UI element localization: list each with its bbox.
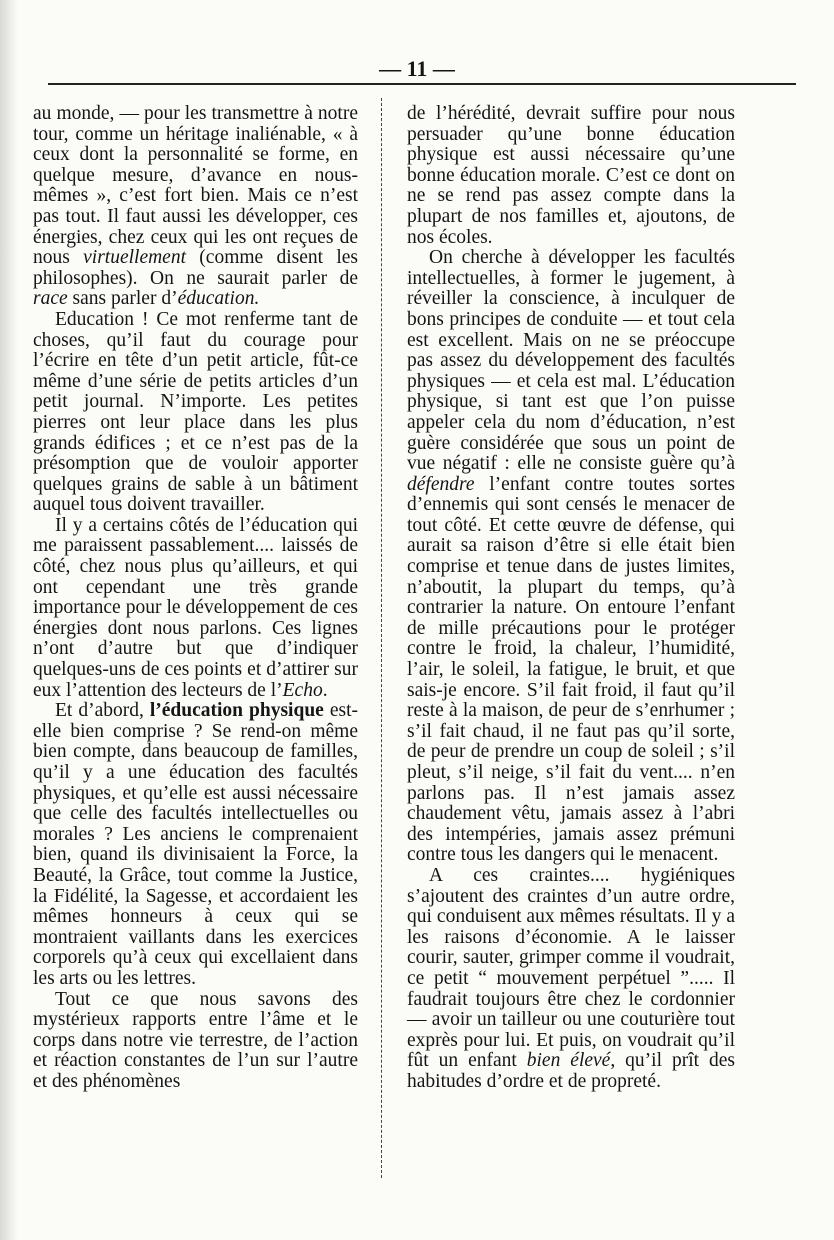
text-run: (comme disent les philosophes). On ne saurait parler de — [33, 247, 358, 289]
text-run: . — [322, 679, 328, 701]
text-run: de l’hérédité, devrait suffire pour nous persuader qu’une bonne éducation physique est aussi nécessaire qu’une bonne éducation morale. C’est ce dont on ne se rend pas assez compte dans la plupart de nos familles et, ajoutons, de nos écoles. — [407, 103, 735, 248]
text-run: Il y a certains côtés de l’éducation qui me paraissent passablement.... laissés de côté, chez nous plus qu’ailleurs, et qui ont cependant une très grande importance pour le développement de ces énergies dont nous parlons. Ces lignes n’ont d’autre but que d’indiquer quelques-uns de ces points et d’attirer sur eux l’attention des lecteurs de l’ — [33, 514, 358, 701]
page-number: — 11 — — [379, 56, 455, 81]
text-em: éducation. — [177, 288, 260, 310]
text-run: au monde, — pour les transmettre à notre tour, comme un héritage inaliénable, « à ceux dont la personnalité se forme, en quelque mesure, d’avance en nous-mêmes », c’est fort bien. Mais ce n’est pas tout. Il faut aussi les développer, ces énergies, chez ceux qui les ont reçues de nous — [33, 103, 358, 269]
text-run: sans parler d’ — [67, 288, 178, 310]
text-em: défendre — [407, 473, 475, 495]
text-strong: l’éducation physique — [149, 700, 324, 722]
page-edge-shadow — [0, 0, 18, 1240]
text-em: bien élevé — [526, 1050, 611, 1072]
paragraph — [407, 866, 735, 1093]
paragraph — [33, 990, 358, 1093]
text-run: Education ! Ce mot renferme tant de choses, qu’il faut du courage pour l’écrire en tête d’un petit article, fût-ce même d’une série de petits articles d’un petit journal. N’importe. Les petites pierres ont leur place dans les plus grands édifices ; et ce n’est pas de la présomption que de vouloir apporter quelques grains de sable à un bâtiment auquel tous doivent travailler. — [33, 308, 358, 516]
right-column — [407, 104, 735, 1093]
text-run: On cherche à développer les facultés intellectuelles, à former le jugement, à réveiller la conscience, à inculquer de bons principes de conduite — et tout cela est excellent. Mais on ne se préoccupe pas assez du développement des facultés physiques — et cela est mal. L’éducation physique, si tant est que l’on puisse appeler cela du nom d’éducation, n’est guère considérée que sous un point de vue négatif : elle ne consiste guère qu’à — [407, 247, 735, 475]
column-divider — [381, 98, 382, 1178]
text-run: Tout ce que nous savons des mystérieux rapports entre l’âme et le corps dans notre vie terrestre, de l’action et réaction constantes de l’un sur l’autre et des phénomènes — [33, 988, 358, 1092]
text-em: race — [33, 288, 68, 310]
paragraph — [33, 104, 358, 310]
paragraph — [407, 104, 735, 248]
text-run: Et d’abord, — [55, 700, 150, 722]
paragraph — [407, 248, 735, 866]
paragraph — [33, 701, 358, 989]
text-run: A ces craintes.... hygiéniques s’ajoutent des craintes d’un autre ordre, qui conduisent aux mêmes résultats. Il y a les raisons d’économie. A le laisser courir, sauter, grimper comme il voudrait, ce petit “ mouvement perpétuel ”..... Il faudrait toujours être chez le cordonnier — avoir un tailleur ou une couturière tout exprès pour lui. Et puis, on voudrait qu’il fût un enfant — [407, 864, 735, 1072]
text-em: virtuellement — [83, 247, 187, 269]
paragraph — [33, 516, 358, 701]
text-em: Echo — [282, 679, 323, 701]
header-rule — [48, 83, 796, 85]
text-run: l’enfant contre toutes sortes d’ennemis qui sont censés le menacer de tout côté. Et cette œuvre de défense, qui aurait sa raison d’être si elle était bien comprise et tenue dans de justes limites, n’aboutit, la plupart du temps, qu’à contrarier la nature. On entoure l’enfant de mille précautions pour le protéger contre le froid, la chaleur, l’humidité, l’air, le soleil, la fatigue, le bruit, et que sais-je encore. S’il fait froid, il faut qu’il reste à la maison, de peur de s’enrhumer ; s’il fait chaud, il ne faut pas qu’il sorte, de peur de prendre un coup de soleil ; s’il pleut, s’il neige, s’il fait du vent.... n’en parlons pas. Il n’est jamais assez chaudement vêtu, jamais assez à l’abri des intempéries, jamais assez prémuni contre tous les dangers qui le menacent. — [407, 473, 735, 866]
left-column — [33, 104, 358, 1093]
text-run: est-elle bien comprise ? Se rend-on même bien compte, dans beaucoup de familles, qu’il y a une éducation des facultés physiques, et qu’elle est aussi nécessaire que celle des facultés intellectuelles ou morales ? Les anciens le comprenaient bien, quand ils divinisaient la Force, la Beauté, la Grâce, tout comme la Justice, la Fidélité, la Sagesse, et accordaient les mêmes honneurs à ceux qui se montraient vaillants dans les exercices corporels qu’à ceux qui excellaient dans les arts ou les lettres. — [33, 700, 358, 989]
paragraph — [33, 310, 358, 516]
text-run: , qu’il prît des habitudes d’ordre et de propreté. — [407, 1050, 735, 1092]
